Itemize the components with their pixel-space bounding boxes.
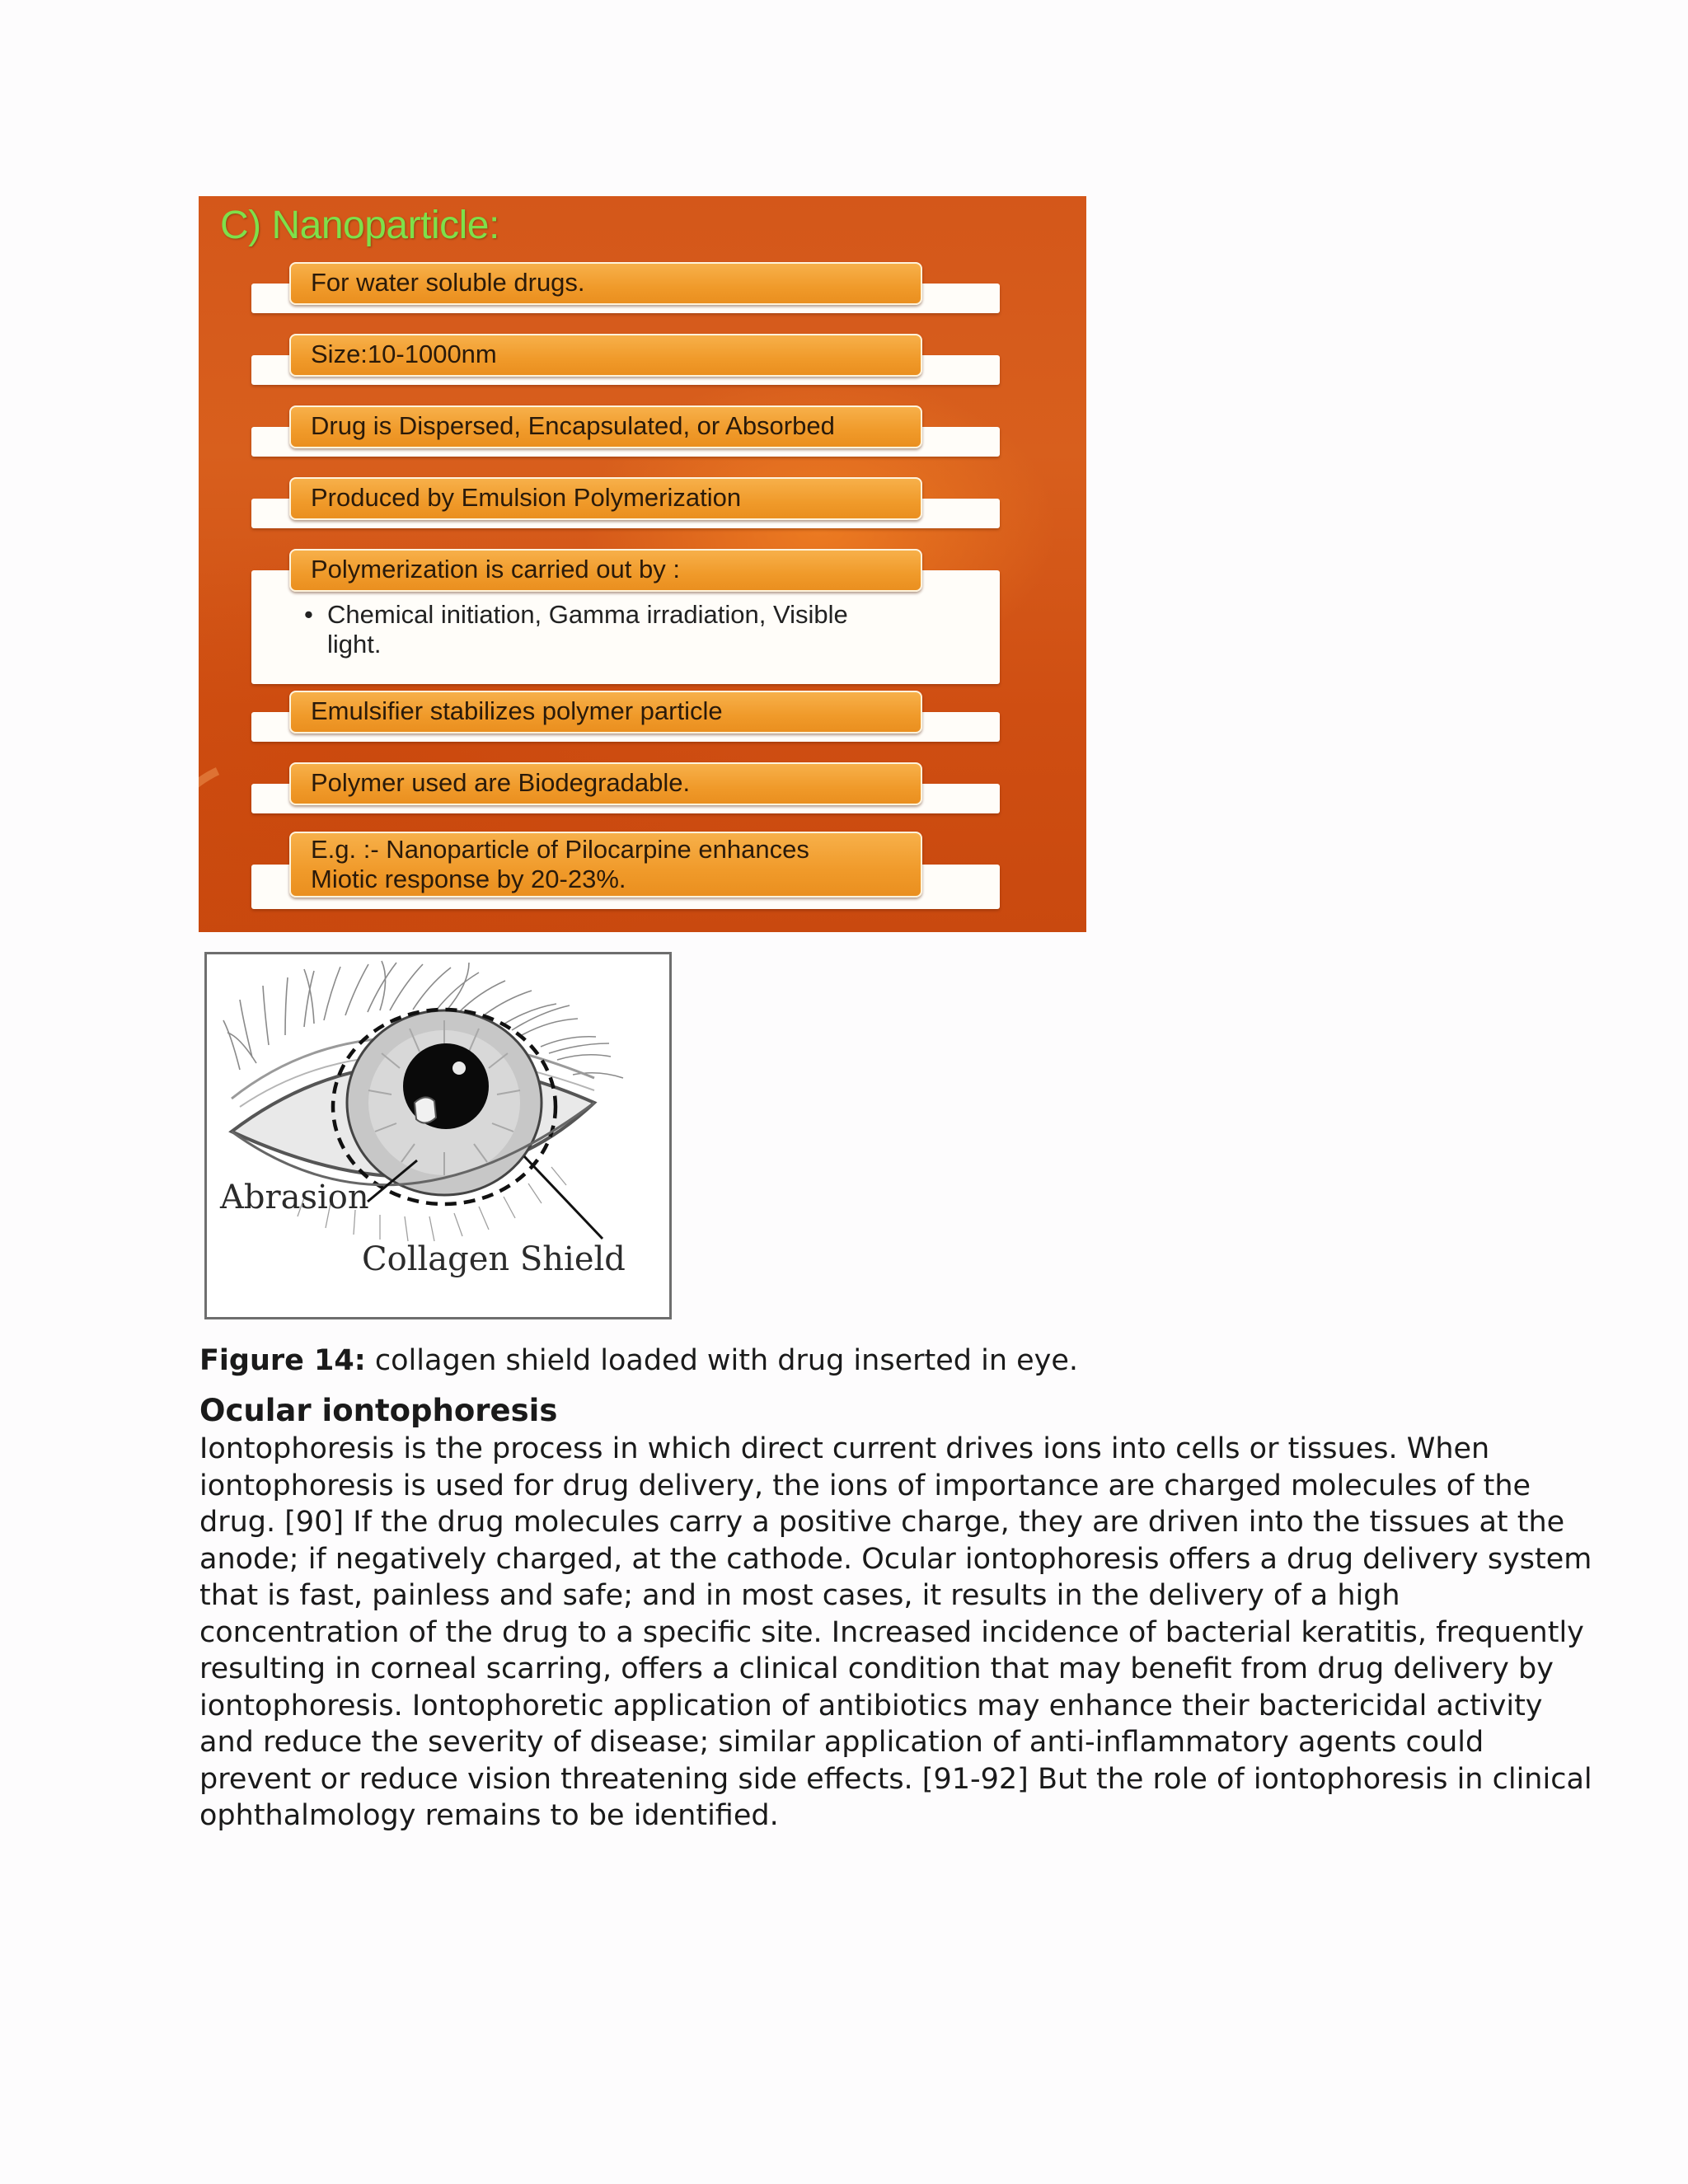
caption-label: Figure 14:: [199, 1344, 366, 1377]
collagen-shield-label: Collagen Shield: [362, 1240, 626, 1278]
caption-text: collagen shield loaded with drug inserted in eye.: [365, 1344, 1079, 1377]
nanoparticle-slide-image: C) Nanoparticle: For water soluble drugs. Size:10-1000nm Drug is Dispersed, Encapsulated, or Absorbed Produced by Emulsion Polymerization Polymerization is carried out by : • Chemical initiation, Gamma irradiation, Visible light. Emulsifier stabilizes polymer particle Polymer used are Biodegradable. E.g. :- Nanoparticle of Pilocarpine enhances Miotic response by 20-23%.: [199, 196, 1086, 932]
abrasion-label: Abrasion: [220, 1179, 369, 1216]
slide-title: C) Nanoparticle:: [220, 204, 499, 247]
slide-sub-bullet: • Chemical initiation, Gamma irradiation, Visible light.: [304, 600, 848, 658]
section-heading: Ocular iontophoresis: [199, 1393, 558, 1428]
collagen-shield-eye-figure: [204, 952, 672, 1319]
figure-caption: [199, 1342, 1078, 1380]
section-paragraph: Iontophoresis is the process in which direct current drives ions into cells or tissues. When iontophoresis is used for drug delivery, the ions of importance are charged molecules of the drug. [90] If the drug molecules carry a positive charge, they are driven into the tissues at the anode; if negatively charged, at the cathode. Ocular iontophoresis offers a drug delivery system that is fast, painless and safe; and in most cases, it results in the delivery of a high concentration of the drug to a specific site. Increased incidence of bacterial keratitis, frequently resulting in corneal scarring, offers a clinical condition that may benefit from drug delivery by iontophoresis. Iontophoretic application of antibiotics may enhance their bactericidal activity and reduce the severity of disease; similar application of anti-inflammatory agents could prevent or reduce vision threatening side effects. [91-92] But the role of iontophoresis in clinical ophthalmology remains to be identified.: [199, 1432, 1592, 1832]
